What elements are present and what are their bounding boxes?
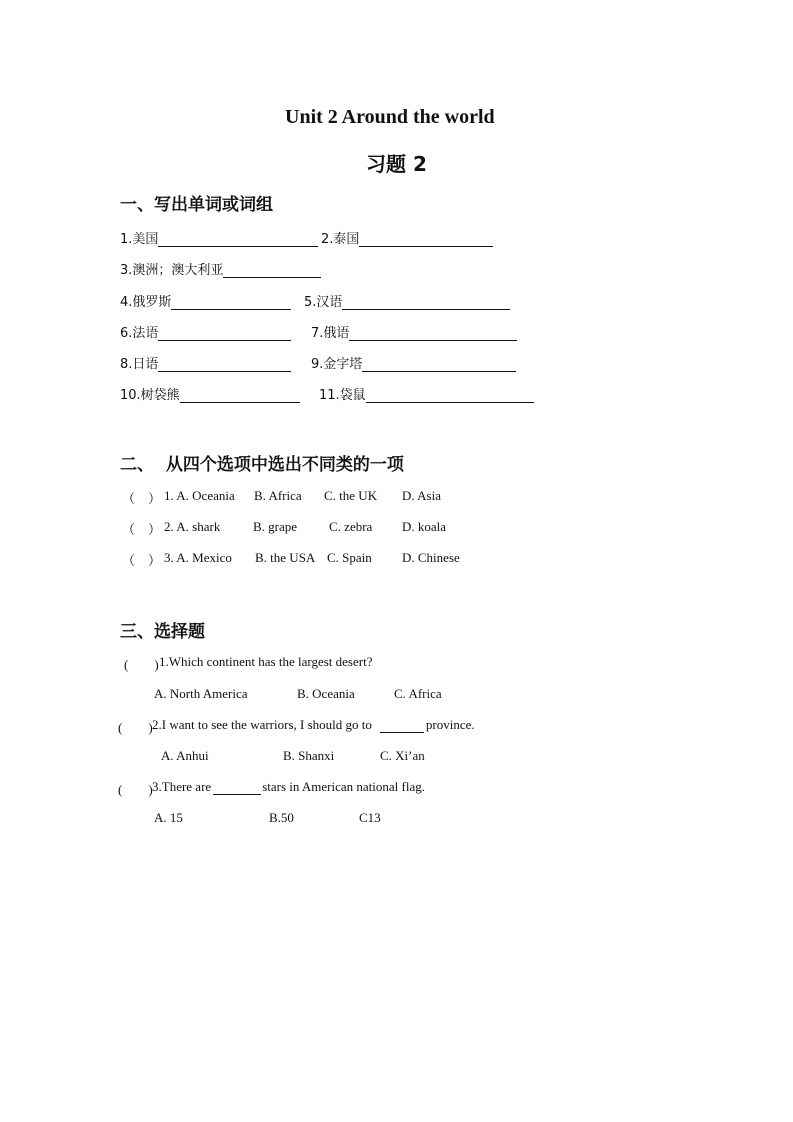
s2-q1-paren[interactable]: （ ） <box>122 491 162 506</box>
s3-q3-option-b: B.50 <box>269 810 294 825</box>
s2-q3-option-c: C. Spain <box>327 550 372 565</box>
item-10-label: 10.树袋熊 <box>120 388 180 403</box>
s2-q2-option-c: C. zebra <box>329 519 373 534</box>
item-2-row <box>321 228 493 247</box>
item-1-label: 1.美国 <box>120 232 159 247</box>
s3-q1-option-a: A. North America <box>154 686 248 701</box>
item-6-blank[interactable] <box>158 326 291 341</box>
s3-q2-paren[interactable]: ( ) <box>118 720 153 735</box>
item-6-label: 6.法语 <box>120 326 159 341</box>
section-1-heading: 一、写出单词或词组 <box>120 195 273 215</box>
s3-q2-option-c: C. Xi’an <box>380 748 425 763</box>
item-3-row <box>120 259 321 278</box>
s3-q1-option-c: C. Africa <box>394 686 442 701</box>
item-9-label: 9.金字塔 <box>311 357 363 372</box>
s3-q1-paren[interactable]: ( ) <box>124 657 159 672</box>
s3-q3-text-pre: 3.There are <box>152 779 212 794</box>
s3-q2-text-post: province. <box>425 717 475 732</box>
s2-q3-option-d: D. Chinese <box>402 550 460 565</box>
item-4-blank[interactable] <box>171 295 291 310</box>
s3-q2-text-pre: 2.I want to see the warriors, I should go to <box>152 717 372 732</box>
s2-q2-option-d: D. koala <box>402 519 447 534</box>
s3-q3-blank[interactable] <box>213 780 261 795</box>
s2-q1-option-d: D. Asia <box>402 488 441 503</box>
item-2-label: 2.泰国 <box>321 232 360 247</box>
s2-q2-option-b: B. grape <box>253 519 298 534</box>
item-8-label: 8.日语 <box>120 357 159 372</box>
item-6-row <box>120 322 291 341</box>
s3-q2-blank[interactable] <box>380 718 424 733</box>
s3-q2-option-b: B. Shanxi <box>283 748 335 763</box>
section-2-heading: 二、 从四个选项中选出不同类的一项 <box>120 455 404 475</box>
item-9-row <box>311 353 516 372</box>
section-3-heading: 三、选择题 <box>120 622 205 642</box>
item-10-row <box>120 384 300 403</box>
item-8-blank[interactable] <box>158 357 291 372</box>
item-3-label: 3.澳洲；澳大利亚 <box>120 263 224 278</box>
s2-q2-option-a: 2. A. shark <box>164 519 221 534</box>
item-4-label: 4.俄罗斯 <box>120 295 172 310</box>
item-1-row <box>120 228 318 247</box>
s2-q3-option-b: B. the USA <box>255 550 316 565</box>
item-2-blank[interactable] <box>359 232 493 247</box>
item-4-row <box>120 291 291 310</box>
item-8-row <box>120 353 291 372</box>
s2-q3-option-a: 3. A. Mexico <box>164 550 232 565</box>
item-11-row <box>319 384 534 403</box>
item-5-blank[interactable] <box>342 295 510 310</box>
item-7-row <box>311 322 517 341</box>
item-11-label: 11.袋鼠 <box>319 388 366 403</box>
s3-q3-option-a: A. 15 <box>154 810 183 825</box>
s3-q3-text <box>152 779 425 795</box>
page-subtitle: 习题 2 <box>366 152 427 176</box>
page-title: Unit 2 Around the world <box>285 106 495 128</box>
s2-q1-option-b: B. Africa <box>254 488 302 503</box>
s3-q3-option-c: C13 <box>359 810 381 825</box>
s3-q1-option-b: B. Oceania <box>297 686 355 701</box>
item-9-blank[interactable] <box>362 357 516 372</box>
item-5-label: 5.汉语 <box>304 295 343 310</box>
item-11-blank[interactable] <box>366 388 534 403</box>
item-7-blank[interactable] <box>349 326 517 341</box>
item-5-row <box>304 291 510 310</box>
s3-q2-option-a: A. Anhui <box>161 748 209 763</box>
item-3-blank[interactable] <box>223 263 321 278</box>
s3-q1-text: 1.Which continent has the largest desert? <box>159 654 373 669</box>
s3-q2-text <box>152 717 475 733</box>
s2-q2-paren[interactable]: （ ） <box>122 522 162 537</box>
s2-q1-option-c: C. the UK <box>324 488 378 503</box>
item-7-label: 7.俄语 <box>311 326 350 341</box>
s2-q1-option-a: 1. A. Oceania <box>164 488 235 503</box>
item-1-blank[interactable] <box>158 232 318 247</box>
s3-q3-paren[interactable]: ( ) <box>118 782 153 797</box>
s3-q3-text-post: stars in American national flag. <box>262 779 425 794</box>
item-10-blank[interactable] <box>180 388 300 403</box>
s2-q3-paren[interactable]: （ ） <box>122 553 162 568</box>
